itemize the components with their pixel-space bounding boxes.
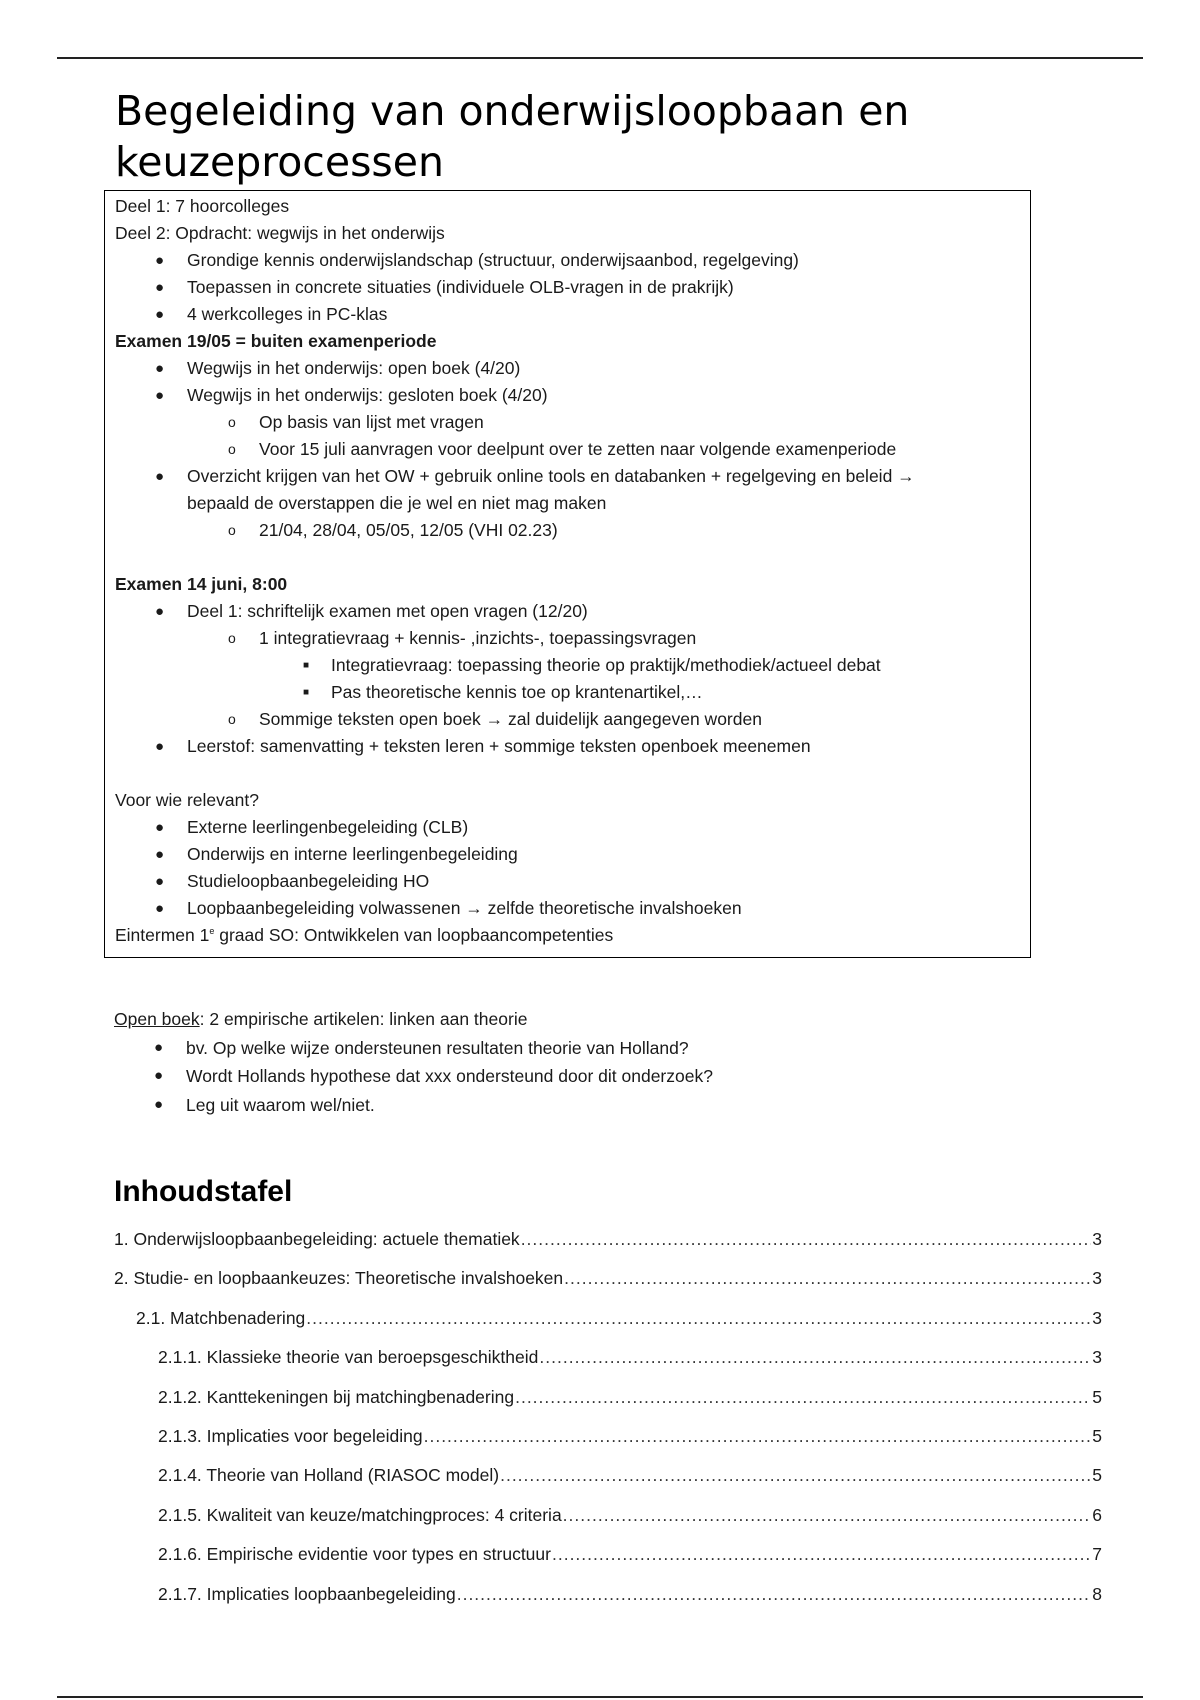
toc-entry[interactable]: 1. Onderwijsloopbaanbegeleiding: actuele thematiek ..... 3 (114, 1226, 1102, 1265)
list-item: ● Loopbaanbegeleiding volwassenen → zelfde theoretische invalshoeken (115, 895, 1030, 922)
square-bullet-icon: ■ (303, 660, 310, 671)
sub-list-item: o Op basis van lijst met vragen (115, 409, 1030, 436)
bullet-icon: ● (154, 1067, 164, 1084)
bullet-icon: ● (155, 873, 165, 890)
table-of-contents (114, 1226, 1102, 1620)
list-item: ● Onderwijs en interne leerlingenbegeleiding (115, 841, 1030, 868)
toc-entry[interactable]: 2.1. Matchbenadering ..... 3 (114, 1305, 1102, 1344)
bullet-icon: ● (155, 738, 165, 755)
list-item: ● 4 werkcolleges in PC-klas (115, 301, 1030, 328)
bullet-icon: ● (155, 468, 165, 485)
bullet-icon: ● (155, 846, 165, 863)
list-item: ● Leerstof: samenvatting + teksten leren + sommige teksten openboek meenemen (115, 733, 1030, 760)
course-info-box (104, 190, 1031, 958)
bullet-icon: ● (155, 279, 165, 296)
square-bullet-icon: ■ (303, 687, 310, 698)
bullet-icon: ● (155, 819, 165, 836)
toc-entry[interactable]: 2.1.4. Theorie van Holland (RIASOC model) ..... 5 (114, 1462, 1102, 1501)
toc-heading: Inhoudstafel (114, 1175, 293, 1208)
open-book-intro: Open boek: 2 empirische artikelen: linken aan theorie (114, 1009, 528, 1029)
sub-list-item: o Sommige teksten open boek → zal duidelijk aangegeven worden (115, 706, 1030, 733)
list-item: ● bv. Op welke wijze ondersteunen resultaten theorie van Holland? (114, 1034, 1064, 1063)
toc-entry[interactable]: 2.1.2. Kanttekeningen bij matchingbenadering ..... 5 (114, 1384, 1102, 1423)
list-item-continuation: bepaald de overstappen die je wel en niet mag maken (187, 493, 607, 513)
sub-sub-list-item: ■ Integratievraag: toepassing theorie op praktijk/methodiek/actueel debat (115, 652, 1030, 679)
bullet-icon: ● (154, 1038, 164, 1056)
circle-bullet-icon: o (228, 441, 236, 457)
list-item: ● Wordt Hollands hypothese dat xxx ondersteund door dit onderzoek? (114, 1062, 1064, 1091)
toc-entry[interactable]: 2.1.1. Klassieke theorie van beroepsgeschiktheid ..... 3 (114, 1344, 1102, 1383)
list-item: ● Toepassen in concrete situaties (individuele OLB-vragen in de prakrijk) (115, 274, 1030, 301)
eintermen-line: Eintermen 1e graad SO: Ontwikkelen van loopbaancompetenties (115, 925, 614, 945)
circle-bullet-icon: o (228, 522, 236, 538)
circle-bullet-icon: o (228, 711, 236, 727)
bullet-icon: ● (155, 603, 165, 620)
list-item: ● Externe leerlingenbegeleiding (CLB) (115, 814, 1030, 841)
toc-entry[interactable]: 2. Studie- en loopbaankeuzes: Theoretische invalshoeken ..... 3 (114, 1265, 1102, 1304)
list-item: ● Overzicht krijgen van het OW + gebruik online tools en databanken + regelgeving en beleid → (115, 463, 1030, 490)
deel1-line: Deel 1: 7 hoorcolleges (115, 196, 290, 216)
circle-bullet-icon: o (228, 414, 236, 430)
bullet-icon: ● (155, 900, 165, 917)
list-item: ● Studieloopbaanbegeleiding HO (115, 868, 1030, 895)
circle-bullet-icon: o (228, 630, 236, 646)
bullet-icon: ● (155, 387, 165, 404)
list-item: ● Deel 1: schriftelijk examen met open vragen (12/20) (115, 598, 1030, 625)
bullet-icon: ● (155, 306, 165, 323)
bullet-icon: ● (154, 1095, 164, 1113)
document-title: Begeleiding van onderwijsloopbaan en keuzeprocessen (115, 87, 910, 186)
footer-rule (57, 1696, 1143, 1698)
toc-entry[interactable]: 2.1.6. Empirische evidentie voor types en structuur ..... 7 (114, 1541, 1102, 1580)
relevant-heading: Voor wie relevant? (115, 790, 259, 810)
toc-entry[interactable]: 2.1.3. Implicaties voor begeleiding ..... 5 (114, 1423, 1102, 1462)
sub-list-item: o Voor 15 juli aanvragen voor deelpunt over te zetten naar volgende examenperiode (115, 436, 1030, 463)
bullet-icon: ● (155, 252, 165, 269)
list-item: ● Wegwijs in het onderwijs: open boek (4/20) (115, 355, 1030, 382)
toc-entry[interactable]: 2.1.7. Implicaties loopbaanbegeleiding ..... 8 (114, 1581, 1102, 1620)
list-item: ● Leg uit waarom wel/niet. (114, 1091, 1064, 1120)
open-book-section (114, 1005, 1064, 1119)
deel2-line: Deel 2: Opdracht: wegwijs in het onderwijs (115, 223, 445, 243)
list-item: ● Grondige kennis onderwijslandschap (structuur, onderwijsaanbod, regelgeving) (115, 247, 1030, 274)
exam2-heading: Examen 14 juni, 8:00 (115, 574, 288, 594)
sub-list-item: o 1 integratievraag + kennis- ,inzichts-, toepassingsvragen (115, 625, 1030, 652)
open-book-label: Open boek (114, 1009, 200, 1029)
list-item: ● Wegwijs in het onderwijs: gesloten boek (4/20) (115, 382, 1030, 409)
exam1-heading: Examen 19/05 = buiten examenperiode (115, 331, 437, 351)
toc-entry[interactable]: 2.1.5. Kwaliteit van keuze/matchingproces: 4 criteria ..... 6 (114, 1502, 1102, 1541)
sub-sub-list-item: ■ Pas theoretische kennis toe op krantenartikel,… (115, 679, 1030, 706)
header-rule (57, 57, 1143, 59)
sub-list-item: o 21/04, 28/04, 05/05, 12/05 (VHI 02.23) (115, 517, 1030, 544)
bullet-icon: ● (155, 360, 165, 377)
